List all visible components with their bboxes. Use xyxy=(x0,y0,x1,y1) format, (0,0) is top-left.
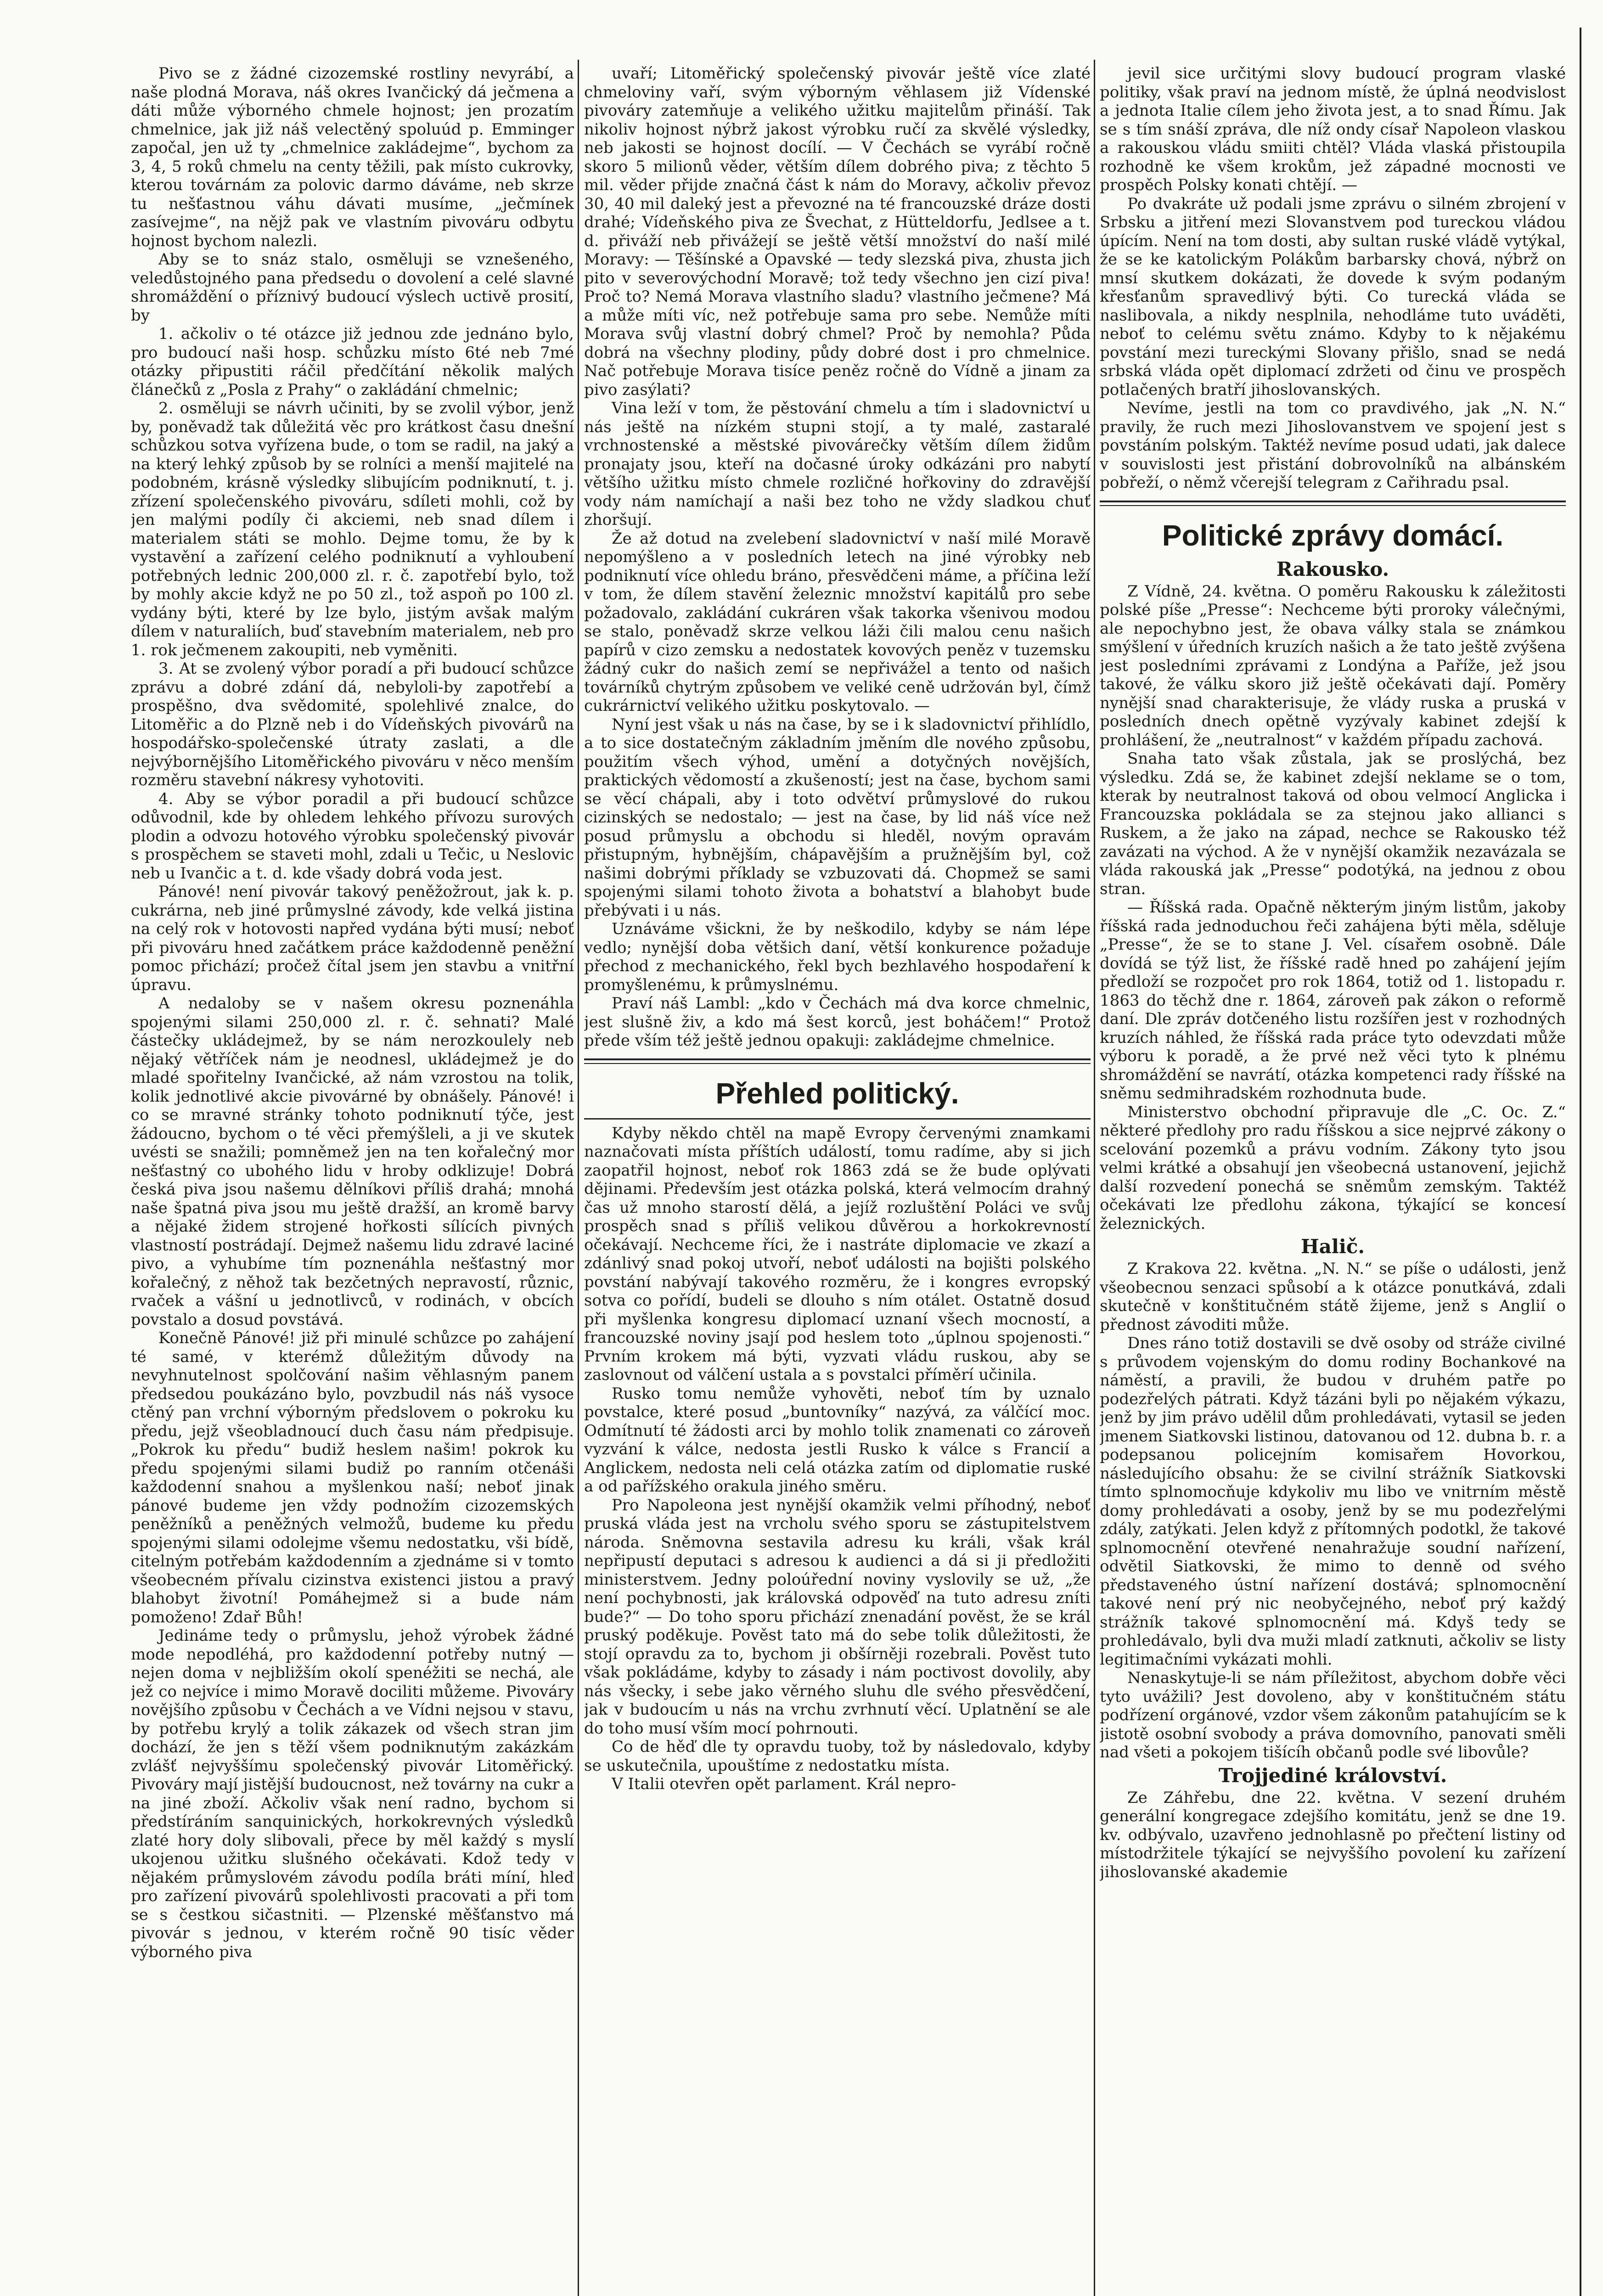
paragraph: Pivo se z žádné cizozemské rostliny nevyrábí, a naše plodná Morava, náš okres Ivančický dá ječmena a dáti může výborného chmele hojnost; jen prozatím chmelnice, jak již náš velectěný spoluúd p. Emminger započal, jen už ty „chmelnice zakládejme“, bychom za 3, 4, 5 roků chmelu na centy těžili, pak místo cukrovky, kterou továrnám za polovic darmo dáváme, neb skrze tu nešťastnou váhu dávati musíme, „ječmínek zasívejme“, na nějž pak ve vlastním pivováru odbytu hojnost bychom nalezli. xyxy=(131,64,574,250)
section-divider xyxy=(584,1058,1091,1064)
paragraph: Uznáváme všickni, že by neškodilo, kdyby se nám lépe vedlo; nynější doba většich daní, větší konkurence požaduje přechod z mechanického, řekl bych bezhlavého hospodaření k promyšlenému, k průmyslnému. xyxy=(584,920,1091,994)
paragraph: Jedináme tedy o průmyslu, jehož výrobek žádné mode nepodléhá, pro každodenní potřeby nutný — nejen doma v nejbližším okolí spenéžiti se nechá, ale jež co nejvíce i mimo Moravě dociliti můžeme. Pivováry novějšího způsobu v Čechách a ve Vídni nejsou v stavu, by potřebu krylý a tolik zákazek od všech stran jim dochází, že jen s těží všem podniknutým zakázkám zvlášť nejvyššímu společenský pivovár Litoměřický. Pivováry mají jistější budoucnost, než továrny na cukr a na jiné zboží. Ačkoliv však není radno, bychom si předstíráním sanquinických, horkokrevných výsledků zlaté hory doly slibovali, přece by měl každý s myslí ukojenou užitku slušného očekávati. Kdož tedy v nějakém průmyslovém závodu podíla bráti míní, hleď pro zařízení pivovárů spolehlivosti pracovati a při tom se s čestkou sičastniti. — Plzenské měšťanstvo má pivovár s jednou, v kterém ročně 90 tisíc věder výborného piva xyxy=(131,1626,574,1961)
paragraph: A nedaloby se v našem okresu poznenáhla spojenými silami 250,000 zl. r. č. sehnati? Malé částečky ukládejmež, by se nám nerozkoulely neb nějaký větříček nám je neodnesl, ukládejmež je do mladé spořitelny Ivančické, až nám vzrostou na tolik, kolik jednotlivé akcie pivovárné by obnášely. Pánové! i co se mravné stránky tohoto podniknutí týče, jest žádoucno, bychom o té věci přemýšleli, a ji ve skutek uvésti se snažili; pomněmež jen na ten kořalečný mor nešťastný co ubohého lidu v hroby odklizuje! Dobrá česká piva jsou našemu dělníkovi příliš drahá; mnohá naše špatná piva jsou mu ještě dražší, an kromě barvy a nějaké židem strojené hořkosti sílících pivných vlastností postrádají. Dejmež našemu lidu zdravé laciné pivo, a vyhubíme tím poznenáhla nešťastný mor kořalečný, z něhož tak bezčetných nepravostí, různic, rvaček a vášní u jednotlivců, v rodinách, v obcích povstalo a dosud povstává. xyxy=(131,994,574,1329)
paragraph: Dnes ráno totiž dostavili se dvě osoby od stráže civilné s průvodem vojenským do domu rodiny Bochankové na náměstí, a pravili, že budou v druhém patře po podezřelých pátrati. Když tázáni byli po nějakém výkazu, jenž by jim právo udělil dům prohledávati, vytasil se jeden jmenem Siatkovski listinou, datovanou od 12. dubna b. r. a podepsanou policejním komisařem Hovorkou, následujícího obsahu: že se civilní strážník Siatkovski tímto splnomocňuje kdykoliv mu libo ve vnitrním městě domy prohledávati a osoby, jenž by se mu podezřelými zdály, zatýkati. Jelen když z přítomných podotkl, že takové splnomocnění otevřené nenahražuje soudní nařízení, odvětil Siatkovski, že mimo to denně od svého představeného ústní nařízení dostává; splnomocnění takové není prý nic neobyčejného, neboť prý každý strážník takové splnomocnění má. Kdyš tedy se prohledávalo, byli dva muži mladí zatknuti, ačkoliv se listy legitimačními vykázati mohli. xyxy=(1100,1334,1566,1669)
paragraph: Ze Záhřebu, dne 22. května. V sezení druhém generální kongregace zdejšího komitátu, jenž se dne 19. kv. odbývalo, uzavřeno jednohlasně po přečtení listiny od místodržitele týkající se nejvyššího povolení ku zařízení jihoslovanské akademie xyxy=(1100,1788,1566,1881)
paragraph: Z Vídně, 24. května. O poměru Rakousku k záležitosti polské píše „Presse“: Nechceme býti proroky válečnými, ale nepochybno jest, že obava války stala se známkou smýšlení v úředních kruzích našich a že tato ještě zvýšena jest posledními zprávami z Londýna a Paříže, jež jsou takové, že válku skoro již ještě očekávati dají. Poměry nynější snad charakterisuje, že vlády ruska a pruská v posledních dnech opětně vyzývaly kabinet zdejší k prohlášení, že „neutralnost“ v každém případu zachová. xyxy=(1100,582,1566,749)
paragraph: Po dvakráte už podali jsme zprávu o silném zbrojení v Srbsku a jitření mezi Slovanstvem pod tureckou vládou úpícím. Není na tom dosti, aby sultan ruské vládě vytýkal, že se ke katolickým Polákům barbarsky chová, nýbrž on mnsí skutkem dokázati, že dovede k svým podaným křesťanům spravedlivý býti. Co turecká vláda se naslibovala, a nikdy nesplnila, nehodláme tuto uváděti, neboť to celému světu známo. Kdyby to k nějakému povstání mezi tureckými Slovany přišlo, snad se nedá srbská vláda opět diplomací zdržeti od činu ve prospěch potlačených bratří jihoslovanských. xyxy=(1100,194,1566,399)
paragraph: 4. Aby se výbor poradil a při budoucí schůzce odůvodnil, kde by ohledem lehkého přívozu surových plodin a odvozu hotového výrobku společenský pivovár s prospěchem se staveti mohl, zdali u Tečic, u Neslovic neb u Ivančic a t. d. kde všady dobrá voda jest. xyxy=(131,789,574,883)
paragraph: V Italii otevřen opět parlament. Král nepro- xyxy=(612,1775,956,1793)
paragraph: Kdyby někdo chtěl na mapě Evropy červenými znamkami naznačovati místa příštích událostí, tomu radíme, aby si jich zaopatřil hojnost, neboť rok 1863 zdá se že bude oplývati dějinami. Především jest otázka polská, která velmocím drahný čas už mnoho starostí dělá, a jejíž rozluštění Poláci ve svůj prospěch snad s příliš velikou důvěrou a horkokrevností očekávají. Nechceme říci, že i nastráte diplomacie ve zkazí a zdánlivý snad pokoj utvoří, neboť události na bojišti polského povstání nabývají takového rozměru, že i kongres evropský sotva co pořídí, budeli se dlouho s ním otálet. Ostatně dosud při myšlenka kongresu diplomací uznaní všech mocností, a francouzské noviny jsají pod heslem toto „úplnou spojenosti.“ Prvním krokem má býti, vyzvati vládu ruskou, aby se zaslovnout od válčení ustala a s povstalci příměrí učinila. xyxy=(584,1124,1091,1384)
paragraph: Z Krakova 22. května. „N. N.“ se píše o události, jenž všeobecnou senzaci spůsobí a k otázce ponutkává, zdali skutečně v konštitučném státě žijeme, jenž s Anglií o přednost závoditi může. xyxy=(1100,1260,1566,1334)
paragraph: jevil sice určitými slovy budoucí program vlaské politiky, však praví na jednom místě, že úplná neodvislost a jednota Italie cílem jeho života jest, a to snad Římu. Jak se s tím snáší zpráva, dle níž ondy císař Napoleon vlaskou a rakouskou vládu smiiti chtěl? Vláda vlaská přistoupila rozhodně ke všem krokům, jež západné mocnosti ve prospěch Polsky konati chtějí. — xyxy=(1100,64,1566,194)
subsection-triune-kingdom: Trojjediné království. xyxy=(1218,1764,1447,1787)
section-title-domestic-news: Politické zprávy domácí. xyxy=(1162,518,1504,552)
paragraph: Aby se to snáz stalo, osměluji se vznešeného, veledůstojného pana předsedu o dovolení a celé slavné shromáždění o přízniv​ý budoucí výslech uctivě prosití, by xyxy=(131,250,574,325)
paragraph: 3. At se zvolený výbor poradí a při budoucí schůzce zprávu a dobré zdání dá, nebyloli-by zapotřebí a prospěšno, dva svědomité, spolehlivé znalce, do Litoměřic a do Plzně neb i do Vídeňských pivovárů na hospodářsko-společenské útraty zaslati, a dle nejvýbornějšího Litoměřického pivováru v něco menším rozměru stavební nákresy vyhotoviti. xyxy=(131,659,574,789)
article-column-1 xyxy=(131,64,574,2296)
paragraph: Nevíme, jestli na tom co pravdivého, jak „N. N.“ pravily, že ruch mezi Jihoslovanstvem ve spojení jest s povstáním polským. Taktéž nevíme posud udati, jak dalece v souvislosti jest přistání dobrovolníků na albánském pobřeží, o němž včerejší telegram z Cařihradu psal. xyxy=(1100,399,1566,492)
page-edge-rule xyxy=(1580,28,1581,2296)
paragraph: Nenaskytuje-li se nám příležitost, abychom dobře věci tyto uvážili? Jest dovoleno, aby v konštitučném státu podřízení orgánové, vzdor všem zákonům patahujícím se k jistotě osobní svobody a práva domovního, panovati směli nad všeti a pokojem tišícíh občanů podle své libovůle? xyxy=(1100,1669,1566,1761)
paragraph: Konečně Pánové! již při minulé schůzce po zahájení té samé, v kterémž důležitým důvody na nevyhnutelnost spolčování našim věhlasným panem předsedou poukázáno bylo, povzbudil nás náš vysoce ctěný pan vrchní výborným předslovem o pokroku ku předu, jejž všeobladnoucí duch času nám předpisuje. „Pokrok ku předu“ budiž heslem našim! pokrok ku předu spojenými silami budiž po ranním otčenáši každodenní snahou a myšlenkou naší; neboť jinak pánové budeme jen vždy podnožím cizozemských peněžníků a peněžných velmožů, budeme ku předu spojenými silami odolejme všemu nedostatku, vši bídě, citelným potřebám každodenním a zjednáme si v tomto všeobecném přívalu cizinstva existenci jistou a pravý blahobyt životní! Pomáhejmež si a bude nám pomoženo! Zdař Bůh! xyxy=(131,1329,574,1626)
paragraph: Nyní jest však u nás na čase, by se i k sladovnictví přihlídlo, a to sice dostatečným základním jměním dle nového způsobu, použitím všech výhod, umění a dotyčných novějších, praktických vědomostí a zkušeností; jest na čase, bychom sami se věcí chápali, aby i toto odvětví průmyslové do rukou cizinských se nedostalo; — jest na čase, by lid náš více než posud průmyslu a obchodu si hleděl, novým opravám přistupným, hybnějším, chápavějším a pružnějším byl, což našimi dobrými příklady se vzbuzovati dá. Chopmež se sami spojenými silami tohoto života a bohatství a blahobyt bude přebývati i u nás. xyxy=(584,715,1091,920)
paragraph: Co de hěď dle ty opravdu tuoby, tož by následovalo, kdyby se uskutečnila, upouštíme z nedostatku místa. xyxy=(584,1738,1091,1775)
paragraph: Rusko tomu nemůže vyhověti, neboť tím by uznalo povstalce, které posud „buntovníky“ nazývá, za válčící moc. Odmítnutí té žádosti arci by mohlo tolik znamenati co zároveň vyzvání k válce, nedosta jestli Rusko k válce s Francií a Anglickem, nedosta neli celá otázka zatím od diplomatie ruské a od pařížského orakula jiného směru. xyxy=(584,1384,1091,1496)
column-divider-right xyxy=(1094,60,1095,2296)
subsection-galicia: Halič. xyxy=(1300,1235,1365,1258)
paragraph: 2. osměluji se návrh učiniti, by se zvolil výbor, jenž by, poněvadž tak důležitá věc pro krátkost času dnešní schůzkou sotva vyřízena bude, o tom se radil, na jaký a na který lehký způsob by se rolníci a menší majitelé na podobném, krásně výsledky slibujícím podniknutí, t. j. zřízení společenského pivováru, sdíleti mohli, což by jen malými podíly či akciemi, neb snad dílem i materialem státi se mohlo. Dejme tomu, že by k vystavění a zařízení celého podniknutí a vyhloubení potřebných lednic 200,000 zl. r. č. zapotřebí bylo, tož by mohly akcie když ne po 50 zl., tož aspoň po 100 zl. vydány býti, které by lze bylo, jistým avšak malým dílem v naturaliích, buď stavebním materialem, neb pro 1. rok ječmenem zakoupiti, neb vyměniti. xyxy=(131,399,574,659)
paragraph: uvaří; Litoměřický společenský pivovár ještě více zlaté chmeloviny vaří, svým výborným věhlasem již Vídenské pivováry zatemňuje a velikého užitku majitelům přináší. Tak nikoliv hojnost nýbrž jakost výrobku ručí za skvělé výsledky, neb jakosti se hojnost docílí. — V Čechách se vyrábí ročně skoro 5 milionů věder, větším dílem dobrého piva; z těchto 5 mil. věder přijde značná část k nám do Moravy, ačkoliv převoz 30, 40 mil daleký jest a převozné na té francouzské dráze dosti drahé; Vídeňského piva ze Švechat, z Hütteldorfu, Jedlsee a t. d. přiváží neb přivážejí se ještě větší množství do naší milé Moravy: — Těšínské a Opavské — tedy slezská piva, zhusta jich pito v severovýchodní Moravě; tož tedy všechno jen cizí piva! Proč to? Nemá Morava vlastního sladu? vlastního ječmene? Má a může míti víc, než potřebuje sama pro sebe. Nemůže míti Morava svůj vlastní dobrý chmel? Proč by nemohla? Půda dobrá na všechny plodiny, půdy dobré dost i pro chmelnice. Nač potřebuje Morava tisíce peněz ročně do Vídně a jinam za pivo zasýlati? xyxy=(584,64,1091,399)
paragraph: — Říšská rada. Opačně některým jiným listům, jakoby říšská rada jednoduchou řeči zahájena býti měla, sděluje „Presse“, že se to stane J. Vel. císařem osobně. Dále dovídá se týž list, že říšské radě hned po zahájení jejím předloží se rozpočet pro rok 1864, totiž od 1. listopadu r. 1863 do těchž dne r. 1864, zároveň pak zákon o reformě daní. Dle zpráv dotčeného listu rozšířen jest v rozhodných kruzích náhled, že říšská rada práce tyto odevzdati může výboru k poradě, a že prvé než věci tyto k plnému shromáždění se navrátí, otázka kompetenci rady říšské na sněmu sedmihradském rozhodnuta bude. xyxy=(1100,898,1566,1103)
article-column-3 xyxy=(1100,64,1566,2296)
section-divider xyxy=(1100,501,1566,506)
section-title-political-overview: Přehled politický. xyxy=(715,1076,959,1110)
paragraph: Vina leží v tom, že pěstování chmelu a tím i sladovnictví u nás ještě na nízkém stupni stojí, a ty malé, zastaralé vrchnostenské a městské pivovárečky větším dílem židům pronajaty jsou, kteří na dočasné úroky odkázáni pro nabytí většího užitku místo chmele rozličné hořkoviny do zdravější vody nám namíchají a naši bez toho ne vždy sladkou chuť zhoršují. xyxy=(584,399,1091,529)
paragraph: Že až dotud na zvelebení sladovnictví v naší milé Moravě nepomýšleno a v posledních letech na jiné výrobky neb podniknutí více ohledu bráno, přesvědčeni máme, a příčina leží v tom, že dílem stavění železnic množství kapitálů pro sebe požadovalo, zakládání cukráren však takorka všenivou modou se stalo, poněvadž skrze velkou láži čili malou cenu našich papírů v cizo zemsku a nedostatek kovových peněz v tuzemsku žádný cukr do našich zemí se nepřivážel a tento od našich továrníků chytrým způsobem ve veliké ceně udržován byl, čímž cukrárnictví velikého užitku poskytovalo. — xyxy=(584,529,1091,715)
title-underline xyxy=(584,1118,1091,1120)
paragraph: Pánové! není pivovár takový peněžožrout, jak k. p. cukrárna, neb jiné průmyslné závody, kde velká jistina na celý rok v hotovosti napřed vydána býti musí; neboť při pivováru hned začátkem práce každodenně peněžní pomoc přichází; pročež čítal jsem jen stavbu a vnitřní úpravu. xyxy=(131,883,574,994)
paragraph: Snaha tato však zůstala, jak se proslýchá, bez výsledku. Zdá se, že kabinet zdejší neklame se o tom, kterak by neutralnost taková od obou velmocí Anglicka i Francouzska pokládala se za stejnou jako allianci s Ruskem, a že jako na západ, nechce se Rakousko též zavázati na východ. A že v nynější okamžik nezavázala se vláda rakouská jak „Presse“ podotýká, na jednou z obou stran. xyxy=(1100,749,1566,898)
article-column-2 xyxy=(584,64,1091,2296)
subsection-austria: Rakousko. xyxy=(1276,557,1389,580)
paragraph: Ministerstvo obchodní připravuje dle „C. Oc. Z.“ některé předlohy pro radu říšskou a sice nejprvé zákony o scelování pozemků a právu vodním. Zákony tyto jsou velmi krátké a obsahují jen všeobecná ustanovení, jejichž další rozvedení ponechá se sněmům zemským. Taktéž očekávati lze předlohu zákona, týkající se koncesí železnických. xyxy=(1100,1103,1566,1233)
paragraph: Pro Napoleona jest nynější okamžik velmi příhodný, neboť pruská vláda jest na vrcholu svého sporu se zástupitelstvem národa. Sněmovna sestavila adresu ku králi, však král nepřipustí deputaci s adresou k audienci a dá si ji předložiti ministerstvem. Jedny poloúřední noviny vyslovily se už, „že není pochybnosti, jak královská odpověď na tuto adresu zníti bude?“ — Do toho sporu přichází znenadání pověst, že se král pruský poděkuje. Pověst tato má do sebe tolik důležitosti, že stojí opravdu za to, bychom ji obšírněji rozebrali. Pověst tuto však pokládáme, kdyby to zásady i nám poctivost dovolily, aby nás všecky, i sebe jako věrného sluhu dle svého přesvědčení, jak v budoucím u nás na vrchu zvrhnutí věcí. Uplatnění se ale do toho musí vším mocí pohrnouti. xyxy=(584,1496,1091,1738)
paragraph: Praví náš Lambl: „kdo v Čechách má dva korce chmelnic, jest slušně živ, a kdo má šest korců, jest boháčem!“ Protož přede vším též ještě jednou opakuji: zakládejme chmelnice. xyxy=(584,994,1091,1050)
paragraph: 1. ačkoliv o té otázce již jednou zde jednáno bylo, pro budoucí naši hosp. schůzku místo 6té neb 7mé otázky připustiti ráčil předčítání několik malých článečků z „Posla z Prahy“ o zakládání chmelnic; xyxy=(131,325,574,399)
column-divider-left xyxy=(578,60,579,2296)
